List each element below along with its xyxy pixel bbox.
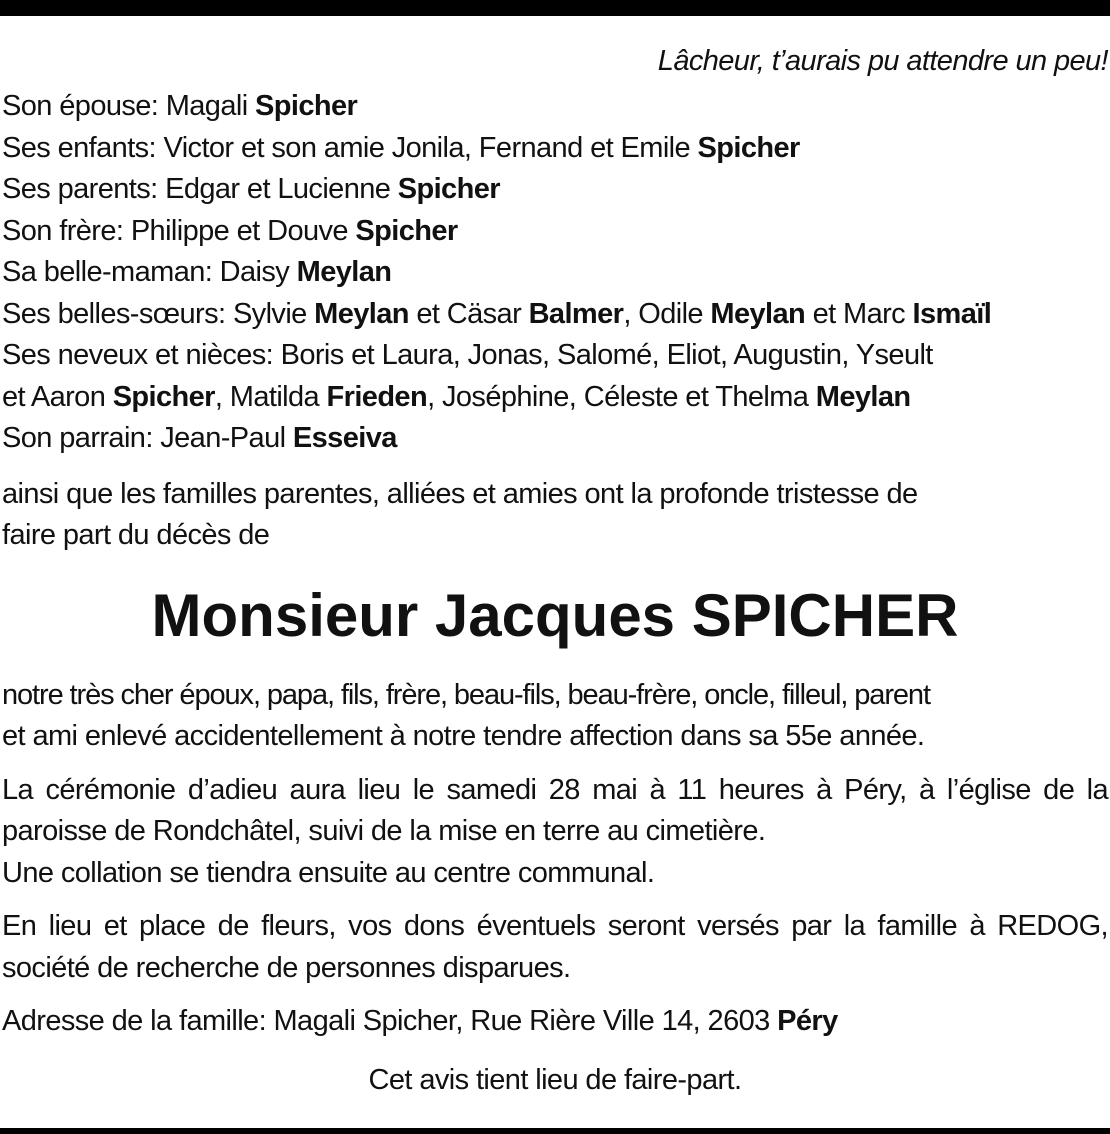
relative-names: Sylvie (232, 297, 315, 330)
relation-label: Ses parents: (2, 173, 166, 205)
relation-label: Ses enfants: (2, 131, 164, 164)
relation-label: Son frère: (2, 214, 131, 247)
family-address (2, 1001, 1108, 1043)
family-line (2, 211, 1108, 253)
relation-label: Sa belle-maman: (2, 256, 220, 288)
surname: Spicher (697, 131, 800, 164)
family-line (2, 252, 1108, 294)
relation-label: Son épouse: (2, 90, 166, 122)
relative-names: et Aaron (2, 380, 113, 413)
family-line (2, 335, 1108, 377)
family-line (2, 418, 1108, 460)
relative-names: Victor et son amie Jonila, Fernand et Emile (163, 131, 698, 164)
bottom-rule (0, 1128, 1110, 1134)
surname: Frieden (326, 380, 428, 413)
family-line (2, 128, 1108, 170)
family-line (2, 169, 1108, 211)
relative-names: Boris et Laura, Jonas, Salomé, Eliot, Augustin, Yseult (280, 339, 933, 371)
surname: Spicher (355, 214, 458, 247)
tribute-line: et ami enlevé accidentellement à notre tendre affection dans sa 55e année. (2, 720, 925, 752)
intro-line: faire part du décès de (2, 519, 270, 551)
address-text: Adresse de la famille: Magali Spicher, Rue Rière Ville 14, 2603 (2, 1005, 778, 1037)
relative-names: , Joséphine, Céleste et Thelma (427, 380, 816, 413)
relative-names: Philippe et Douve (130, 214, 356, 247)
surname: Balmer (528, 297, 624, 330)
surname: Esseiva (292, 422, 397, 454)
family-line (2, 294, 1108, 336)
surname: Meylan (296, 256, 392, 288)
surname: Meylan (314, 297, 409, 330)
surname: Meylan (710, 297, 806, 330)
surname: Ismaïl (912, 297, 992, 330)
surname: Spicher (112, 380, 215, 413)
relative-names: et Cäsar (408, 297, 529, 330)
intro-line: ainsi que les familles parentes, alliées et amies ont la profonde tristesse de (2, 477, 918, 510)
tribute-line: notre très cher époux, papa, fils, frère, beau-fils, beau-frère, oncle, filleul, parent (2, 678, 930, 711)
family-list (2, 86, 1108, 460)
relative-names: Daisy (219, 256, 297, 288)
ceremony-last-line: Une collation se tiendra ensuite au centre communal. (2, 856, 655, 889)
motto-line: Lâcheur, t’aurais pu attendre un peu! (657, 45, 1108, 77)
deceased-name: Monsieur Jacques SPICHER (151, 581, 959, 649)
top-rule (0, 0, 1110, 16)
relative-names: Magali (165, 90, 256, 122)
obituary-notice (2, 36, 1108, 1103)
family-line (2, 86, 1108, 128)
surname: Spicher (397, 173, 500, 205)
ceremony-paragraph: La cérémonie d’adieu aura lieu le samedi 28 mai à 11 heures à Péry, à l’église de la paroisse de Rondchâtel, suivi de la mise en terre au cimetière. (2, 773, 1108, 847)
relation-label: Ses neveux et nièces: (2, 339, 281, 371)
address-city: Péry (777, 1005, 838, 1037)
closing-line: Cet avis tient lieu de faire-part. (368, 1063, 742, 1096)
relative-names: et Marc (805, 297, 913, 330)
family-line (2, 377, 1108, 419)
relative-names: Jean-Paul (160, 422, 293, 454)
relation-label: Son parrain: (2, 422, 161, 454)
relative-names: Edgar et Lucienne (165, 173, 398, 205)
relative-names: , Odile (623, 297, 711, 330)
donations-paragraph: En lieu et place de fleurs, vos dons éventuels seront versés par la famille à REDOG, société de recherche de personnes disparues. (2, 910, 1108, 984)
surname: Meylan (815, 380, 911, 413)
surname: Spicher (255, 90, 358, 122)
relation-label: Ses belles-sœurs: (2, 297, 233, 330)
relative-names: , Matilda (214, 380, 327, 413)
